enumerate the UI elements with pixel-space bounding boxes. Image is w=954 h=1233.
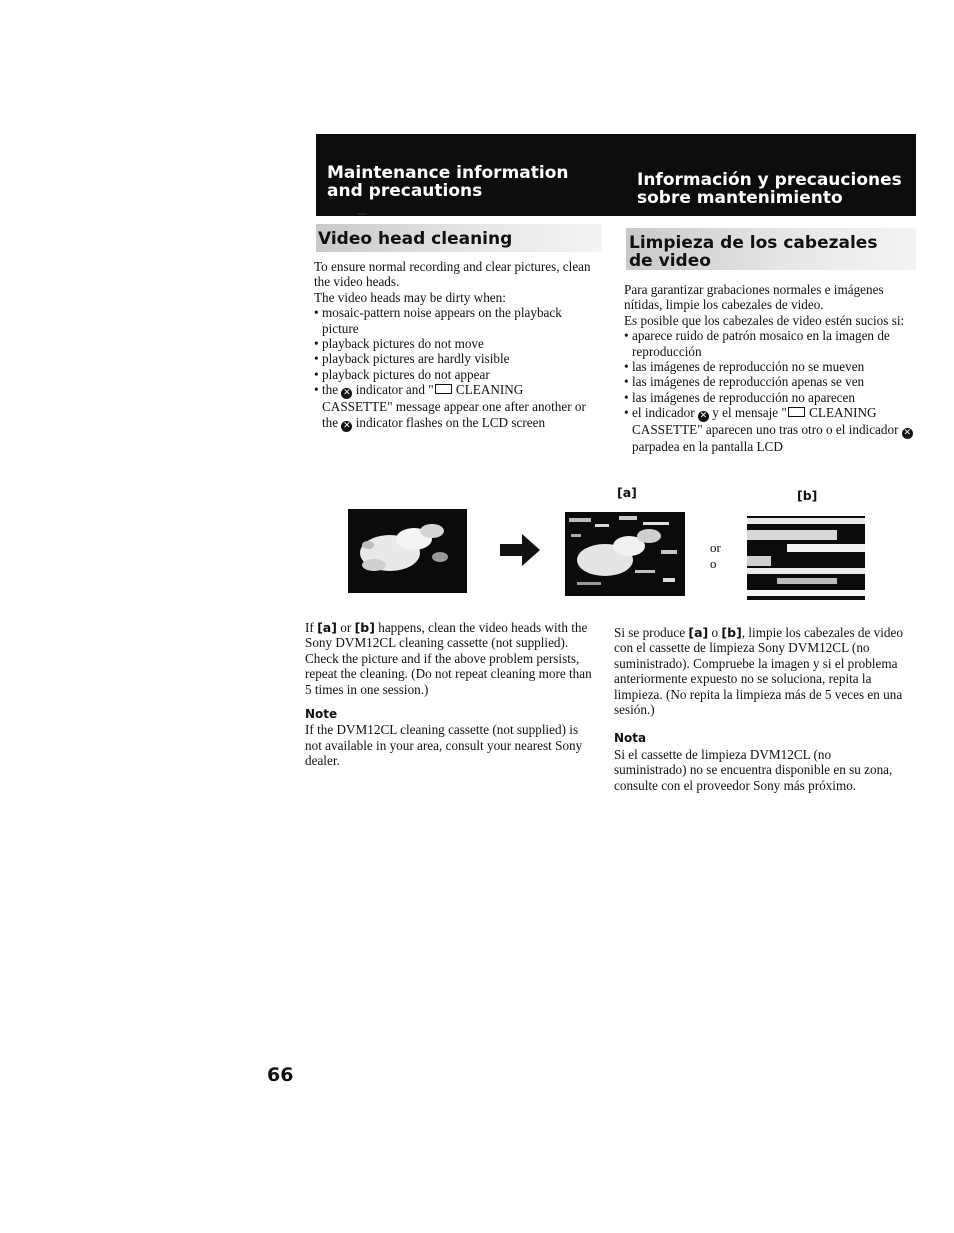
figure-label-b: [b] (797, 488, 818, 503)
english-intro-1: To ensure normal recording and clear pictures, clean the video heads. (314, 259, 591, 290)
english-instruction (305, 620, 595, 697)
text-fragment: happens, clean the video heads with the Sony DVM12CL cleaning cassette (not supplied). Check the picture and if the above problem persists, repeat the cleaning. (Do not repeat cleaning more than 5 times in one session.) (305, 620, 592, 697)
english-bullet-list (314, 305, 596, 431)
list-item: • playback pictures do not move (314, 336, 596, 351)
note-text-english: If the DVM12CL cleaning cassette (not supplied) is not available in your area, consult your nearest Sony dealer. (305, 722, 583, 769)
text-fragment: indicator flashes on the LCD screen (355, 414, 546, 430)
note-heading-english: Note (305, 707, 338, 722)
spanish-after-figure (614, 625, 906, 793)
list-item: • las imágenes de reproducción no aparecen (624, 390, 914, 405)
arrow-mark-icon (358, 213, 367, 215)
mosaic-noise-image (565, 512, 685, 596)
header-title-spanish: Información y precauciones sobre mantenimiento (637, 170, 902, 208)
list-item-indicator (314, 382, 596, 431)
figure-label-a: [a] (617, 485, 637, 500)
text-fragment: indicator and " (355, 382, 434, 398)
head-cleaning-indicator-icon: ✕ (903, 428, 912, 439)
english-intro-2: The video heads may be dirty when: (314, 289, 506, 305)
mosaic-noise-graphic (565, 512, 685, 596)
text-fragment: o (711, 625, 719, 640)
section-heading-spanish: Limpieza de los cabezales de video (629, 233, 878, 271)
cassette-icon (788, 407, 805, 417)
head-cleaning-indicator-icon: ✕ (699, 411, 708, 422)
list-item: • las imágenes de reproducción no se mueven (624, 359, 914, 374)
ref-label-b: [b] (354, 620, 375, 635)
text-fragment: Si se produce (614, 625, 686, 640)
list-item: • mosaic-pattern noise appears on the playback picture (314, 305, 596, 336)
text-fragment: , limpie los cabezales de video con el cassette de limpieza Sony DVM12CL (no suministrado). Compruebe la imagen y si el problema anteriormente expuesto no se soluciona, repita la limpieza. (No repita la limpieza más de 5 veces en una sesión.) (614, 625, 903, 718)
list-item-indicator (624, 405, 914, 454)
normal-picture-image (348, 509, 467, 593)
or-label-english: or (710, 540, 721, 555)
text-fragment: y el mensaje " (712, 405, 787, 421)
streak-noise-graphic (747, 516, 865, 600)
header-title-english: Maintenance information and precautions (327, 163, 569, 201)
spanish-intro-2: Es posible que los cabezales de video estén sucios si: (624, 312, 905, 328)
spanish-body (624, 282, 914, 455)
ref-label-b: [b] (721, 625, 742, 640)
list-item: • playback pictures do not appear (314, 367, 596, 382)
text-fragment: If (305, 620, 314, 635)
section-heading-english: Video head cleaning (318, 229, 513, 249)
text-fragment: CLEANING CASSETTE" message appear one after another or the (322, 382, 586, 430)
note-heading-spanish: Nota (614, 731, 647, 746)
english-body (314, 259, 596, 432)
head-cleaning-indicator-icon: ✕ (343, 388, 351, 399)
spanish-instruction (614, 625, 906, 717)
text-fragment: or (340, 620, 352, 635)
english-after-figure (305, 620, 595, 769)
right-arrow-icon (500, 534, 540, 566)
text-fragment: el indicador (632, 405, 695, 421)
spanish-intro-1: Para garantizar grabaciones normales e imágenes nítidas, limpie los cabezales de video. (624, 282, 884, 313)
list-item: • aparece ruido de patrón mosaico en la imagen de reproducción (624, 328, 914, 359)
streak-noise-image (747, 516, 865, 600)
head-cleaning-indicator-icon: ✕ (343, 420, 351, 431)
normal-picture-graphic (348, 509, 467, 593)
list-item: • las imágenes de reproducción apenas se ven (624, 374, 914, 389)
text-fragment: parpadea en la pantalla LCD (632, 439, 783, 455)
list-item: • playback pictures are hardly visible (314, 351, 596, 366)
ref-label-a: [a] (688, 625, 709, 640)
page-number: 66 (267, 1064, 294, 1086)
cassette-icon (435, 384, 452, 394)
spanish-bullet-list (624, 328, 914, 454)
text-fragment: CLEANING CASSETTE" aparecen uno tras otro o el indicador (632, 405, 899, 438)
note-text-spanish: Si el cassette de limpieza DVM12CL (no suministrado) no se encuentra disponible en su zona, consulte con el proveedor Sony más próximo. (614, 746, 893, 793)
text-fragment: the (322, 382, 339, 398)
ref-label-a: [a] (317, 620, 337, 635)
or-label-spanish: o (710, 556, 717, 571)
